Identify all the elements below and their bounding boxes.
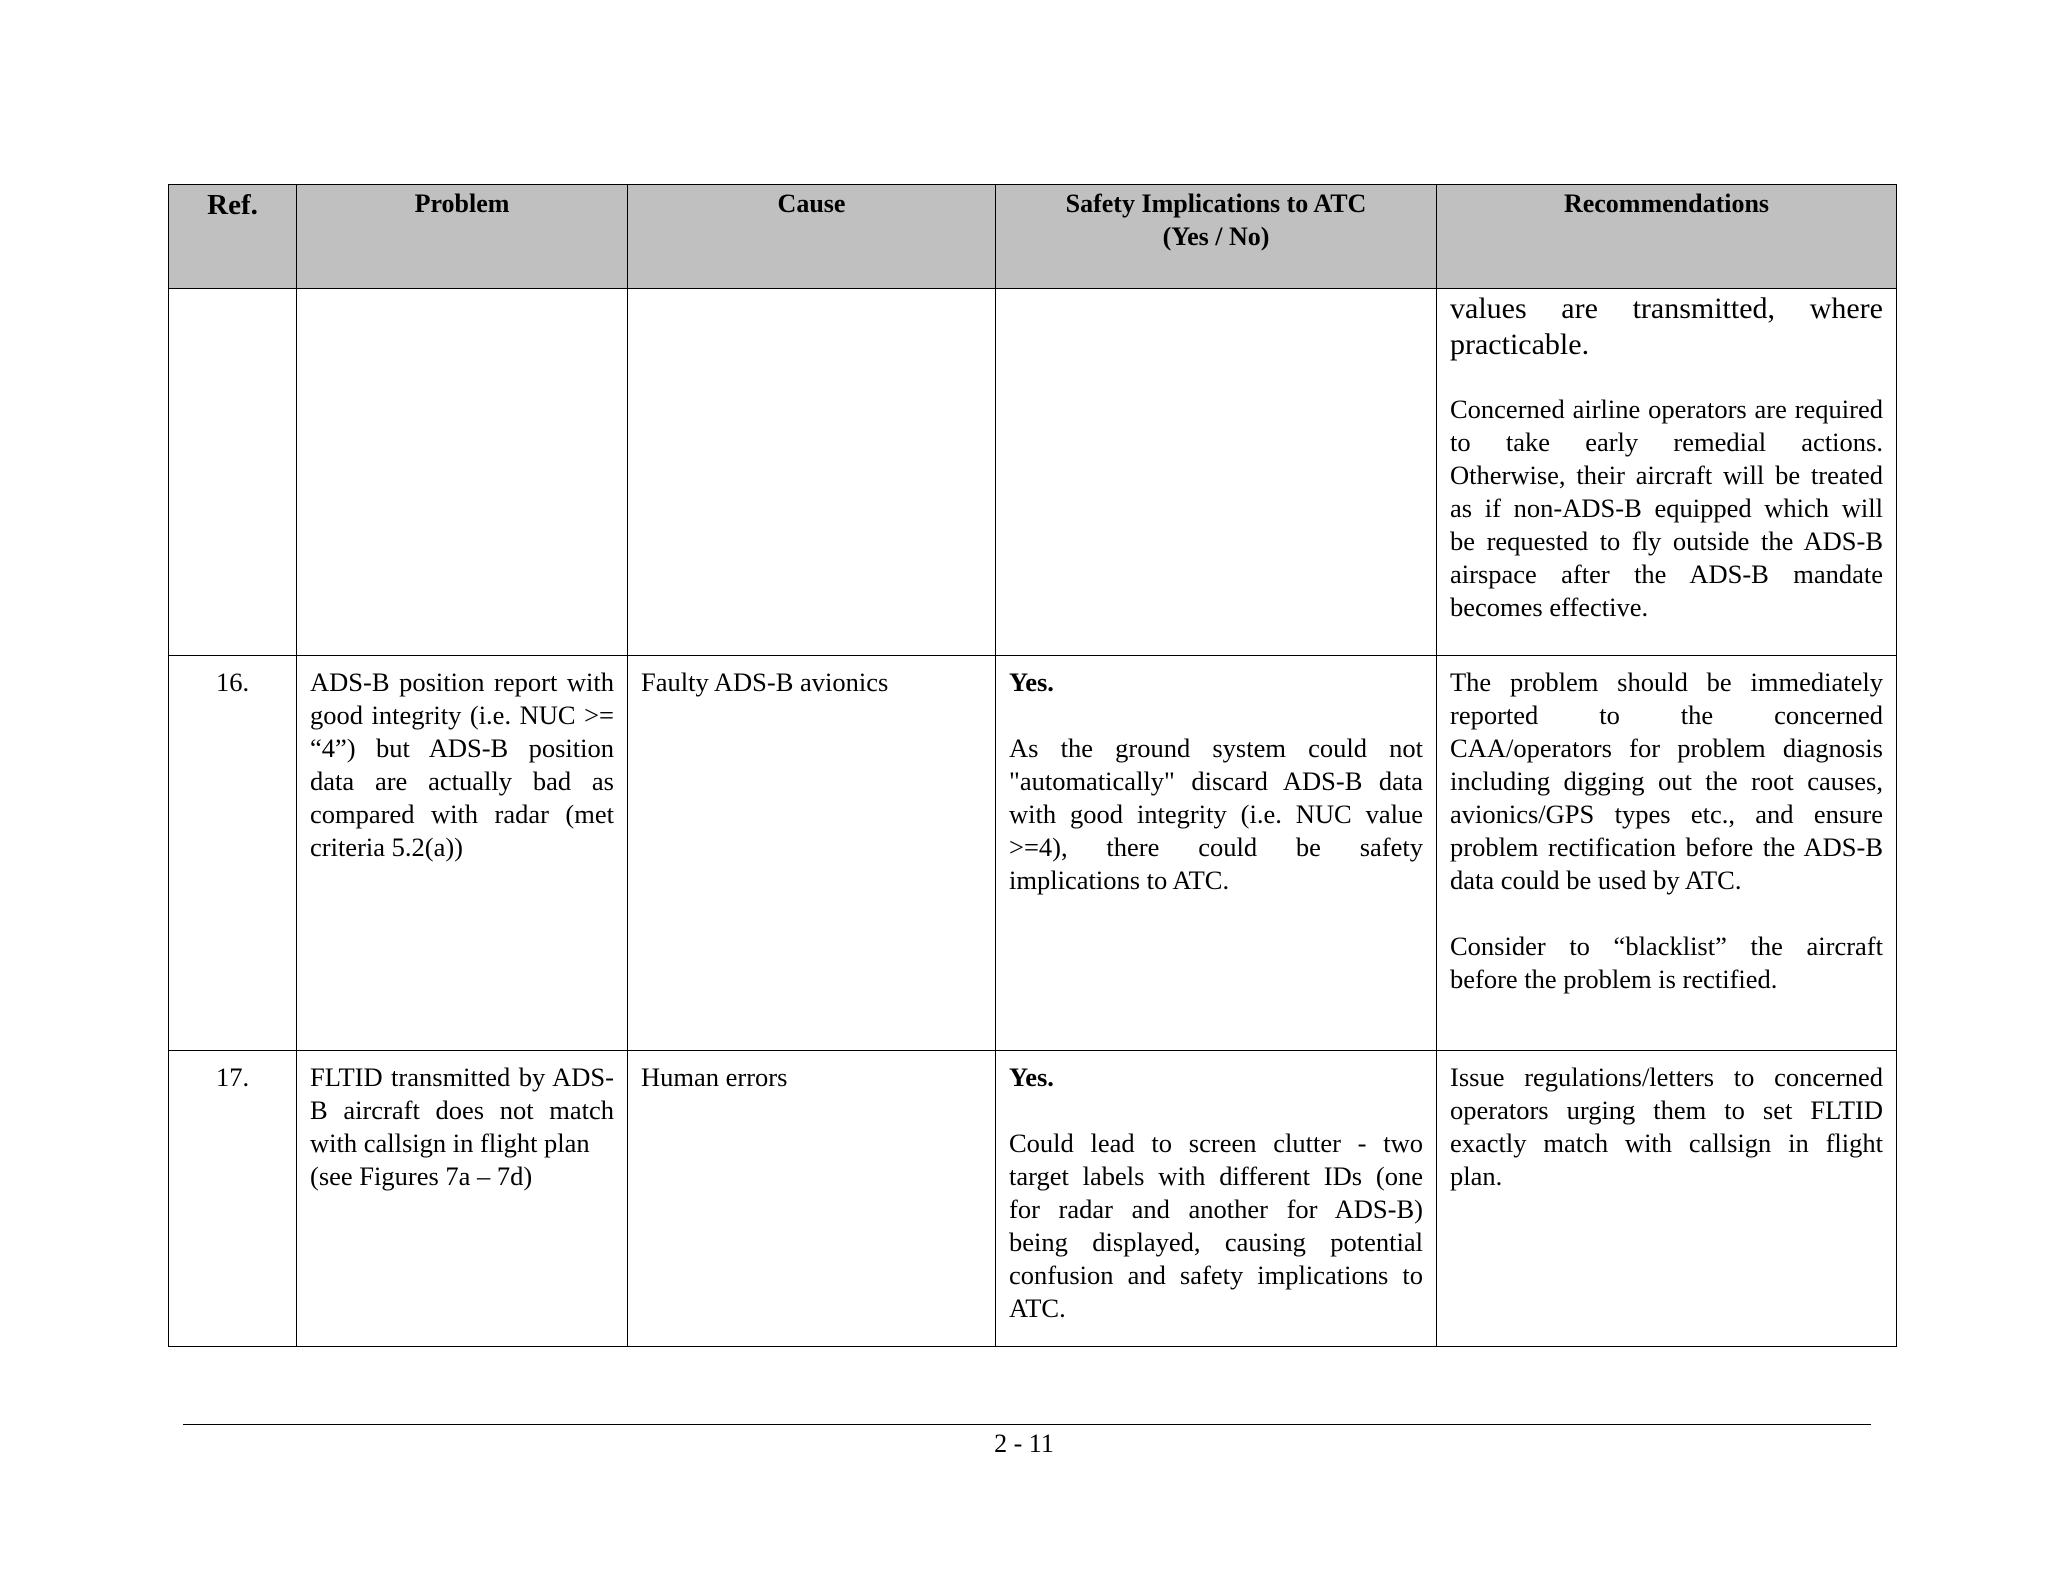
cell-problem: ADS-B position report with good integrity (i.e. NUC >= “4”) but ADS-B position data are actually bad as compared with radar (met criteria 5.2(a)) <box>297 656 628 1051</box>
cell-cause <box>628 289 996 656</box>
page-number: 2 - 11 <box>994 1429 1054 1458</box>
recommendation-paragraph: The problem should be immediately reported to the concerned CAA/operators for problem diagnosis including digging out the root causes, avionics/GPS types etc., and ensure problem rectification before the ADS-B data could be used by ATC. <box>1450 667 1883 895</box>
header-safety-implications <box>996 185 1437 289</box>
safety-verdict: Yes. <box>1009 667 1054 697</box>
cell-recommendations <box>1437 289 1897 656</box>
cell-safety <box>996 289 1437 656</box>
cell-ref: 17. <box>169 1051 297 1347</box>
header-safety-line1: Safety Implications to ATC <box>1065 189 1367 218</box>
safety-explanation: As the ground system could not "automatically" discard ADS-B data with good integrity (i.e. NUC value >=4), there could be safety implications to ATC. <box>1009 733 1423 895</box>
table-row <box>169 656 1897 1051</box>
cell-ref <box>169 289 297 656</box>
cell-recommendations <box>1437 1051 1897 1347</box>
cell-cause: Faulty ADS-B avionics <box>628 656 996 1051</box>
header-safety-line2: (Yes / No) <box>1162 222 1270 251</box>
table-header-row <box>169 185 1897 289</box>
safety-verdict: Yes. <box>1009 1062 1054 1092</box>
cell-cause: Human errors <box>628 1051 996 1347</box>
problem-text: FLTID transmitted by ADS-B aircraft does not match with callsign in flight plan <box>310 1062 614 1158</box>
header-problem: Problem <box>297 185 628 289</box>
recommendation-paragraph: values are transmitted, where practicable. <box>1450 292 1883 361</box>
safety-explanation: Could lead to screen clutter - two target labels with different IDs (one for radar and another for ADS-B) being displayed, causing potential confusion and safety implications to ATC. <box>1009 1128 1423 1323</box>
cell-problem <box>297 289 628 656</box>
recommendation-paragraph: Consider to “blacklist” the aircraft before the problem is rectified. <box>1450 931 1883 994</box>
problem-figure-reference: (see Figures 7a – 7d) <box>310 1161 533 1191</box>
table-row <box>169 289 1897 656</box>
cell-safety <box>996 1051 1437 1347</box>
recommendation-paragraph: Issue regulations/letters to concerned operators urging them to set FLTID exactly match with callsign in flight plan. <box>1450 1062 1883 1191</box>
header-recommendations: Recommendations <box>1437 185 1897 289</box>
footer-divider <box>183 1424 1871 1425</box>
header-ref: Ref. <box>169 185 297 289</box>
table-row <box>169 1051 1897 1347</box>
cell-safety <box>996 656 1437 1051</box>
recommendation-paragraph: Concerned airline operators are required to take early remedial actions. Otherwise, their aircraft will be treated as if non-ADS-B equipped which will be requested to fly outside the ADS-B airspace after the ADS-B mandate becomes effective. <box>1450 394 1883 622</box>
recommendations-table <box>168 184 1897 1347</box>
cell-ref: 16. <box>169 656 297 1051</box>
header-cause: Cause <box>628 185 996 289</box>
cell-problem <box>297 1051 628 1347</box>
cell-recommendations <box>1437 656 1897 1051</box>
